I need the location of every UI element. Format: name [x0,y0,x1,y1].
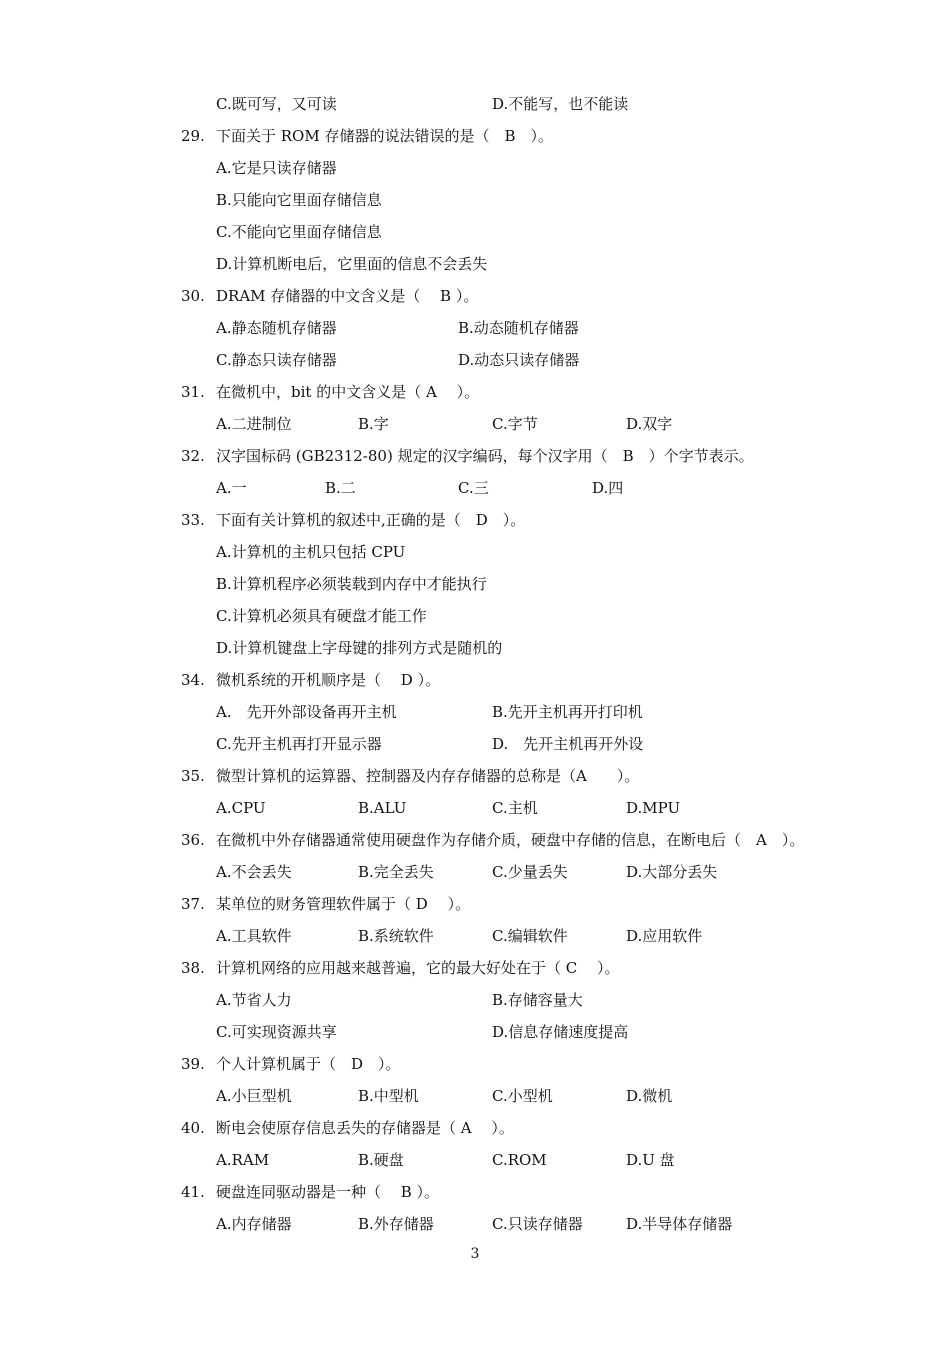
q40-option-a: A.RAM [216,1151,270,1169]
question-number: 29. [181,127,205,145]
q29-option-a: A.它是只读存储器 [216,159,337,177]
q32-option-d: D.四 [592,479,624,497]
q39-option-c: C.小型机 [492,1087,553,1105]
q30-option-b: B.动态随机存储器 [458,319,579,337]
q37-option-a: A.工具软件 [216,927,292,945]
question-text: 在微机中，bit 的中文含义是（ A ）。 [216,383,480,401]
q38-option-c: C.可实现资源共享 [216,1023,337,1041]
q31-option-a: A.二进制位 [216,415,292,433]
q41-option-b: B.外存储器 [358,1215,434,1233]
q41-option-d: D.半导体存储器 [626,1215,733,1233]
question-text: 汉字国标码 (GB2312-80) 规定的汉字编码，每个汉字用（ B ）个字节表示。 [216,447,754,465]
q40-option-c: C.ROM [492,1151,547,1169]
q39-option-a: A.小巨型机 [216,1087,292,1105]
q40-option-b: B.硬盘 [358,1151,404,1169]
q37-option-b: B.系统软件 [358,927,434,945]
q32-option-b: B.二 [325,479,356,497]
q37-option-d: D.应用软件 [626,927,703,945]
q36-option-a: A.不会丢失 [216,863,292,881]
question-text: 断电会使原存信息丢失的存储器是（ A ）。 [216,1119,514,1137]
question-text: 下面关于 ROM 存储器的说法错误的是（ B ）。 [216,127,554,145]
question-number: 31. [181,383,205,401]
question-number: 30. [181,287,205,305]
question-number: 32. [181,447,205,465]
q35-option-c: C.主机 [492,799,538,817]
q35-option-a: A.CPU [216,799,266,817]
question-text: 硬盘连同驱动器是一种（ B ）。 [216,1183,440,1201]
q34-option-b: B.先开主机再开打印机 [492,703,643,721]
q39-option-b: B.中型机 [358,1087,419,1105]
question-text: 微机系统的开机顺序是（ D ）。 [216,671,441,689]
page-number: 3 [470,1246,480,1262]
q34-option-a: A. 先开外部设备再开主机 [216,703,397,721]
q35-option-d: D.MPU [626,799,681,817]
question-text: 下面有关计算机的叙述中,正确的是（ D ）。 [216,511,526,529]
question-text: 个人计算机属于（ D ）。 [216,1055,401,1073]
question-number: 37. [181,895,205,913]
question-number: 40. [181,1119,205,1137]
q29-option-c: C.不能向它里面存储信息 [216,223,382,241]
q36-option-d: D.大部分丢失 [626,863,718,881]
q32-option-c: C.三 [458,479,489,497]
question-number: 36. [181,831,205,849]
q41-option-a: A.内存储器 [216,1215,292,1233]
q28-option-d: D.不能写，也不能读 [492,95,629,113]
q30-option-c: C.静态只读存储器 [216,351,337,369]
q30-option-d: D.动态只读存储器 [458,351,580,369]
q40-option-d: D.U 盘 [626,1151,675,1169]
q28-option-c: C.既可写，又可读 [216,95,337,113]
q36-option-b: B.完全丢失 [358,863,434,881]
question-number: 34. [181,671,205,689]
q31-option-b: B.字 [358,415,389,433]
q34-option-c: C.先开主机再打开显示器 [216,735,382,753]
q38-option-b: B.存储容量大 [492,991,583,1009]
question-number: 41. [181,1183,205,1201]
question-number: 35. [181,767,205,785]
question-number: 38. [181,959,205,977]
question-text: 某单位的财务管理软件属于（ D ）。 [216,895,471,913]
question-number: 39. [181,1055,205,1073]
q36-option-c: C.少量丢失 [492,863,568,881]
q33-option-d: D.计算机键盘上字母键的排列方式是随机的 [216,639,503,657]
q35-option-b: B.ALU [358,799,407,817]
q30-option-a: A.静态随机存储器 [216,319,337,337]
q29-option-d: D.计算机断电后，它里面的信息不会丢失 [216,255,488,273]
question-text: 计算机网络的应用越来越普遍，它的最大好处在于（ C ）。 [216,959,620,977]
q33-option-c: C.计算机必须具有硬盘才能工作 [216,607,427,625]
q39-option-d: D.微机 [626,1087,673,1105]
q31-option-c: C.字节 [492,415,538,433]
q38-option-a: A.节省人力 [216,991,292,1009]
question-text: DRAM 存储器的中文含义是（ B ）。 [216,287,479,305]
q38-option-d: D.信息存储速度提高 [492,1023,629,1041]
q31-option-d: D.双字 [626,415,673,433]
q32-option-a: A.一 [216,479,247,497]
question-text: 在微机中外存储器通常使用硬盘作为存储介质，硬盘中存储的信息，在断电后（ A ）。 [216,831,805,849]
q34-option-d: D. 先开主机再开外设 [492,735,644,753]
q33-option-b: B.计算机程序必须装载到内存中才能执行 [216,575,487,593]
q41-option-c: C.只读存储器 [492,1215,583,1233]
question-number: 33. [181,511,205,529]
question-text: 微型计算机的运算器、控制器及内存存储器的总称是（A ）。 [216,767,640,785]
q29-option-b: B.只能向它里面存储信息 [216,191,382,209]
q37-option-c: C.编辑软件 [492,927,568,945]
q33-option-a: A.计算机的主机只包括 CPU [216,543,406,561]
